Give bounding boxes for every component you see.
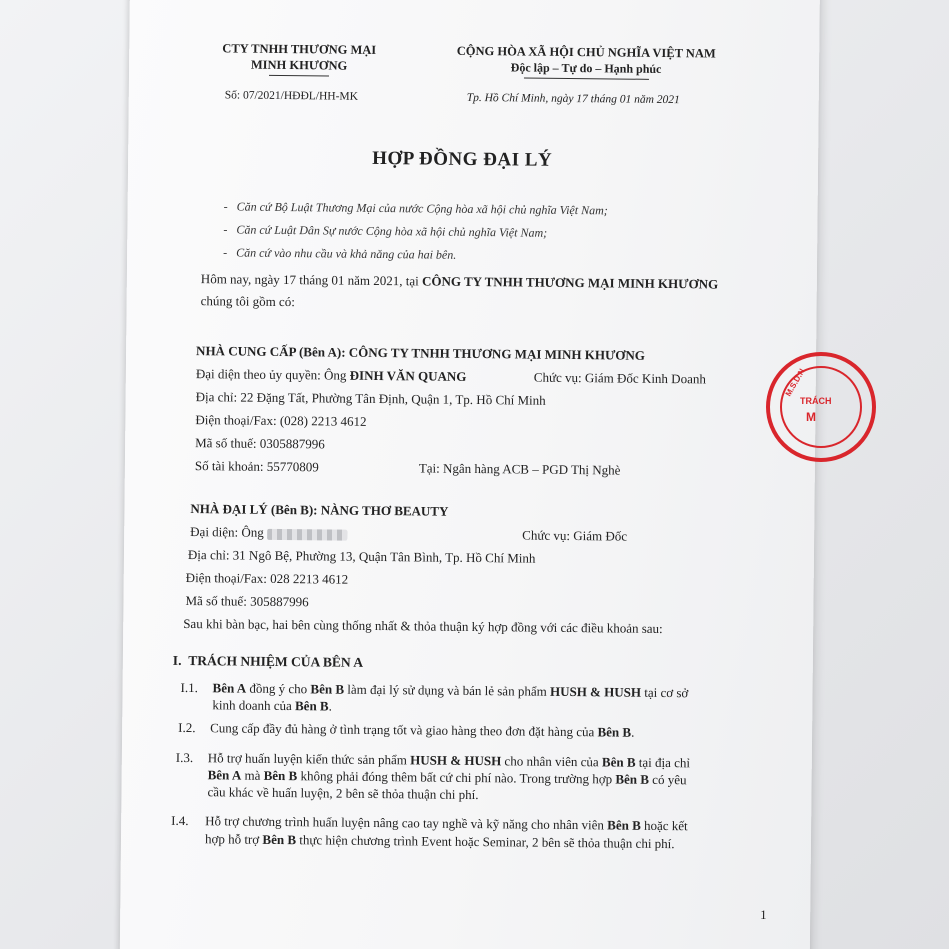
stamp-mark: M.S.D.N	[783, 367, 807, 398]
item-text: Hỗ trợ huấn luyện kiến thức sản phẩm HUSH & HUSH cho nhân viên của Bên B tại địa chỉ	[207, 750, 691, 771]
party-a-address: Địa chỉ: 22 Đặng Tất, Phường Tân Định, Quận 1, Tp. Hồ Chí Minh	[195, 389, 546, 408]
party-a-phone: Điện thoại/Fax: (028) 2213 4612	[195, 412, 367, 429]
nation-motto: Độc lập – Tự do – Hạnh phúc	[510, 60, 662, 76]
party-a-heading: NHÀ CUNG CẤP (Bên A): CÔNG TY TNHH THƯƠNG MẠI MINH KHƯƠNG	[196, 343, 646, 363]
party-b-address: Địa chỉ: 31 Ngô Bệ, Phường 13, Quận Tân Bình, Tp. Hồ Chí Minh	[187, 547, 536, 566]
company-name-line1: CTY TNHH THƯƠNG MẠI	[222, 41, 377, 57]
agreement-line: Sau khi bàn bạc, hai bên cùng thống nhất & thỏa thuận ký hợp đồng với các điều khoản sau:	[183, 615, 663, 637]
item-text: hợp hỗ trợ Bên B thực hiện chương trình Event hoặc Seminar, 2 bên sẽ thỏa thuận chi phí.	[204, 831, 675, 852]
item-text: Bên A đồng ý cho Bên B làm đại lý sử dụng và bán lẻ sản phẩm HUSH & HUSH tại cơ sở	[212, 680, 689, 701]
page-number: 1	[760, 907, 767, 923]
item-number: I.1.	[180, 679, 198, 696]
item-number: I.3.	[175, 749, 194, 766]
item-text: kinh doanh của Bên B.	[212, 697, 332, 714]
item-text: cầu khác về huấn luyện, 2 bên sẽ thỏa thuận chi phí.	[207, 784, 479, 803]
party-b-heading: NHÀ ĐẠI LÝ (Bên B): NÀNG THƠ BEAUTY	[190, 501, 449, 519]
company-name-line2: MINH KHƯƠNG	[250, 57, 348, 73]
place-date: Tp. Hồ Chí Minh, ngày 17 tháng 01 năm 2021	[466, 91, 680, 107]
document-title: HỢP ĐỒNG ĐẠI LÝ	[372, 147, 553, 171]
stamp-mark: M	[806, 410, 816, 424]
stamp-mark: TRÁCH	[800, 396, 832, 406]
party-b-phone: Điện thoại/Fax: 028 2213 4612	[185, 570, 349, 587]
item-text: Cung cấp đầy đủ hàng ở tình trạng tốt và giao hàng theo đơn đặt hàng của Bên B.	[210, 720, 635, 740]
basis-item: - Căn cứ Luật Dân Sự nước Cộng hòa xã hội chủ nghĩa Việt Nam;	[223, 222, 548, 240]
party-a-bank: Tại: Ngân hàng ACB – PGD Thị Nghè	[418, 460, 621, 478]
item-number: I.2.	[178, 719, 196, 736]
intro-line: Hôm nay, ngày 17 tháng 01 năm 2021, tại CÔNG TY TNHH THƯƠNG MẠI MINH KHƯƠNG	[200, 271, 719, 292]
party-b-representative: Đại diện: Ông	[190, 524, 347, 542]
section-heading: I. TRÁCH NHIỆM CỦA BÊN A	[172, 652, 364, 670]
basis-item: - Căn cứ Bộ Luật Thương Mại của nước Cộng hòa xã hội chủ nghĩa Việt Nam;	[223, 199, 608, 218]
doc-number: Số: 07/2021/HĐĐL/HH-MK	[224, 89, 359, 103]
party-a-account: Số tài khoản: 55770809	[194, 458, 319, 475]
intro-line2: chúng tôi gồm có:	[200, 293, 295, 310]
contract-page	[120, 0, 820, 949]
party-a-position: Chức vụ: Giám Đốc Kinh Doanh	[533, 369, 706, 387]
basis-item: - Căn cứ vào nhu cầu và khả năng của hai bên.	[223, 245, 457, 262]
party-a-representative: Đại diện theo ủy quyền: Ông ĐINH VĂN QUANG	[195, 366, 467, 384]
item-text: Bên A mà Bên B không phải đóng thêm bất cứ chi phí nào. Trong trường hợp Bên B có yêu	[207, 767, 687, 788]
nation-title: CỘNG HÒA XÃ HỘI CHỦ NGHĨA VIỆT NAM	[456, 43, 716, 61]
party-a-tax: Mã số thuế: 0305887996	[195, 435, 325, 452]
redacted-name	[267, 528, 347, 540]
item-number: I.4.	[171, 812, 189, 829]
red-company-stamp	[766, 352, 876, 462]
party-b-position: Chức vụ: Giám Đốc	[522, 527, 628, 544]
motto-underline	[524, 78, 649, 80]
item-text: Hỗ trợ chương trình huấn luyện nâng cao tay nghề và kỹ năng cho nhân viên Bên B hoặc kết	[205, 813, 688, 834]
company-underline	[269, 75, 329, 77]
party-b-tax: Mã số thuế: 305887996	[185, 593, 309, 610]
